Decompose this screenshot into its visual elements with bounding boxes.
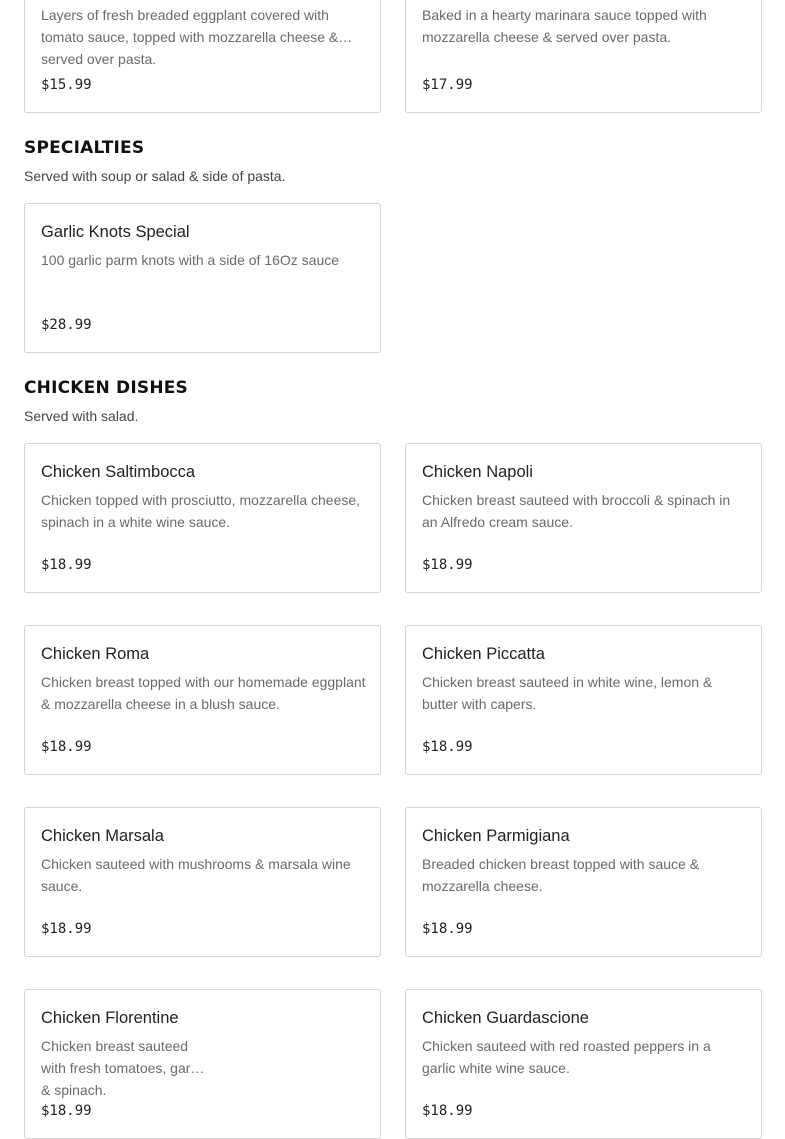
section-title-chicken: CHICKEN DISHES	[24, 378, 189, 398]
section-title-specialties: SPECIALTIES	[24, 138, 145, 158]
menu-item-price: $18.99	[422, 739, 473, 755]
menu-item-card[interactable]	[24, 0, 381, 113]
menu-item-description: Chicken breast sauteed with broccoli & spinach in an Alfredo cream sauce.	[422, 492, 731, 530]
menu-item-price: $17.99	[422, 77, 473, 93]
section-subtitle-specialties: Served with soup or salad & side of pasta.	[24, 168, 286, 184]
menu-item-name: Garlic Knots Special	[41, 223, 190, 241]
menu-item-price: $18.99	[41, 1103, 92, 1119]
menu-item-description: Chicken breast sauteed in white wine, lemon & butter with capers.	[422, 674, 713, 712]
menu-item-description: Chicken sauteed with mushrooms & marsala wine sauce.	[41, 856, 351, 894]
menu-item-card[interactable]	[24, 443, 381, 593]
menu-item-price: $15.99	[41, 77, 92, 93]
menu-item-description: Chicken breast sauteed with fresh tomatoes, garlic & spinach.	[41, 1038, 204, 1098]
menu-item-card[interactable]	[405, 625, 762, 775]
menu-item-price: $18.99	[41, 739, 92, 755]
menu-item-price: $18.99	[422, 1103, 473, 1119]
menu-item-description: 100 garlic parm knots with a side of 16Oz sauce	[41, 252, 340, 268]
menu-item-name: Chicken Napoli	[422, 463, 533, 481]
menu-item-price: $28.99	[41, 317, 92, 333]
menu-item-name: Chicken Parmigiana	[422, 827, 570, 845]
menu-item-card[interactable]	[24, 203, 381, 353]
menu-item-description: Chicken sauteed with red roasted peppers in a garlic white wine sauce.	[422, 1038, 711, 1076]
menu-item-name: Chicken Marsala	[41, 827, 164, 845]
menu-item-name: Chicken Roma	[41, 645, 150, 663]
menu-item-price: $18.99	[41, 557, 92, 573]
menu-item-description: Baked in a hearty marinara sauce topped with mozzarella cheese & served over pasta.	[422, 7, 707, 45]
section-subtitle-chicken: Served with salad.	[24, 408, 139, 424]
menu-item-card[interactable]	[405, 0, 762, 113]
menu-item-description: Chicken breast topped with our homemade eggplant & mozzarella cheese in a blush sauce.	[41, 674, 366, 712]
menu-item-name: Chicken Guardascione	[422, 1009, 589, 1027]
menu-item-card[interactable]	[24, 807, 381, 957]
menu-item-price: $18.99	[422, 921, 473, 937]
menu-item-name: Chicken Piccatta	[422, 645, 545, 663]
menu-item-card[interactable]	[405, 989, 762, 1139]
menu-item-name: Chicken Saltimbocca	[41, 463, 196, 481]
menu-item-card[interactable]	[405, 807, 762, 957]
menu-item-card[interactable]	[24, 989, 381, 1139]
menu-item-name: Chicken Florentine	[41, 1009, 179, 1027]
menu-item-card[interactable]	[405, 443, 762, 593]
menu-item-description: Chicken topped with prosciutto, mozzarella cheese, spinach in a white wine sauce.	[41, 492, 361, 530]
menu-item-description: Layers of fresh breaded eggplant covered with tomato sauce, topped with mozzarella cheese & served over pasta.	[41, 7, 339, 67]
menu-item-description: Breaded chicken breast topped with sauce & mozzarella cheese.	[422, 856, 700, 894]
menu-item-price: $18.99	[41, 921, 92, 937]
menu-item-card[interactable]	[24, 625, 381, 775]
menu-item-price: $18.99	[422, 557, 473, 573]
